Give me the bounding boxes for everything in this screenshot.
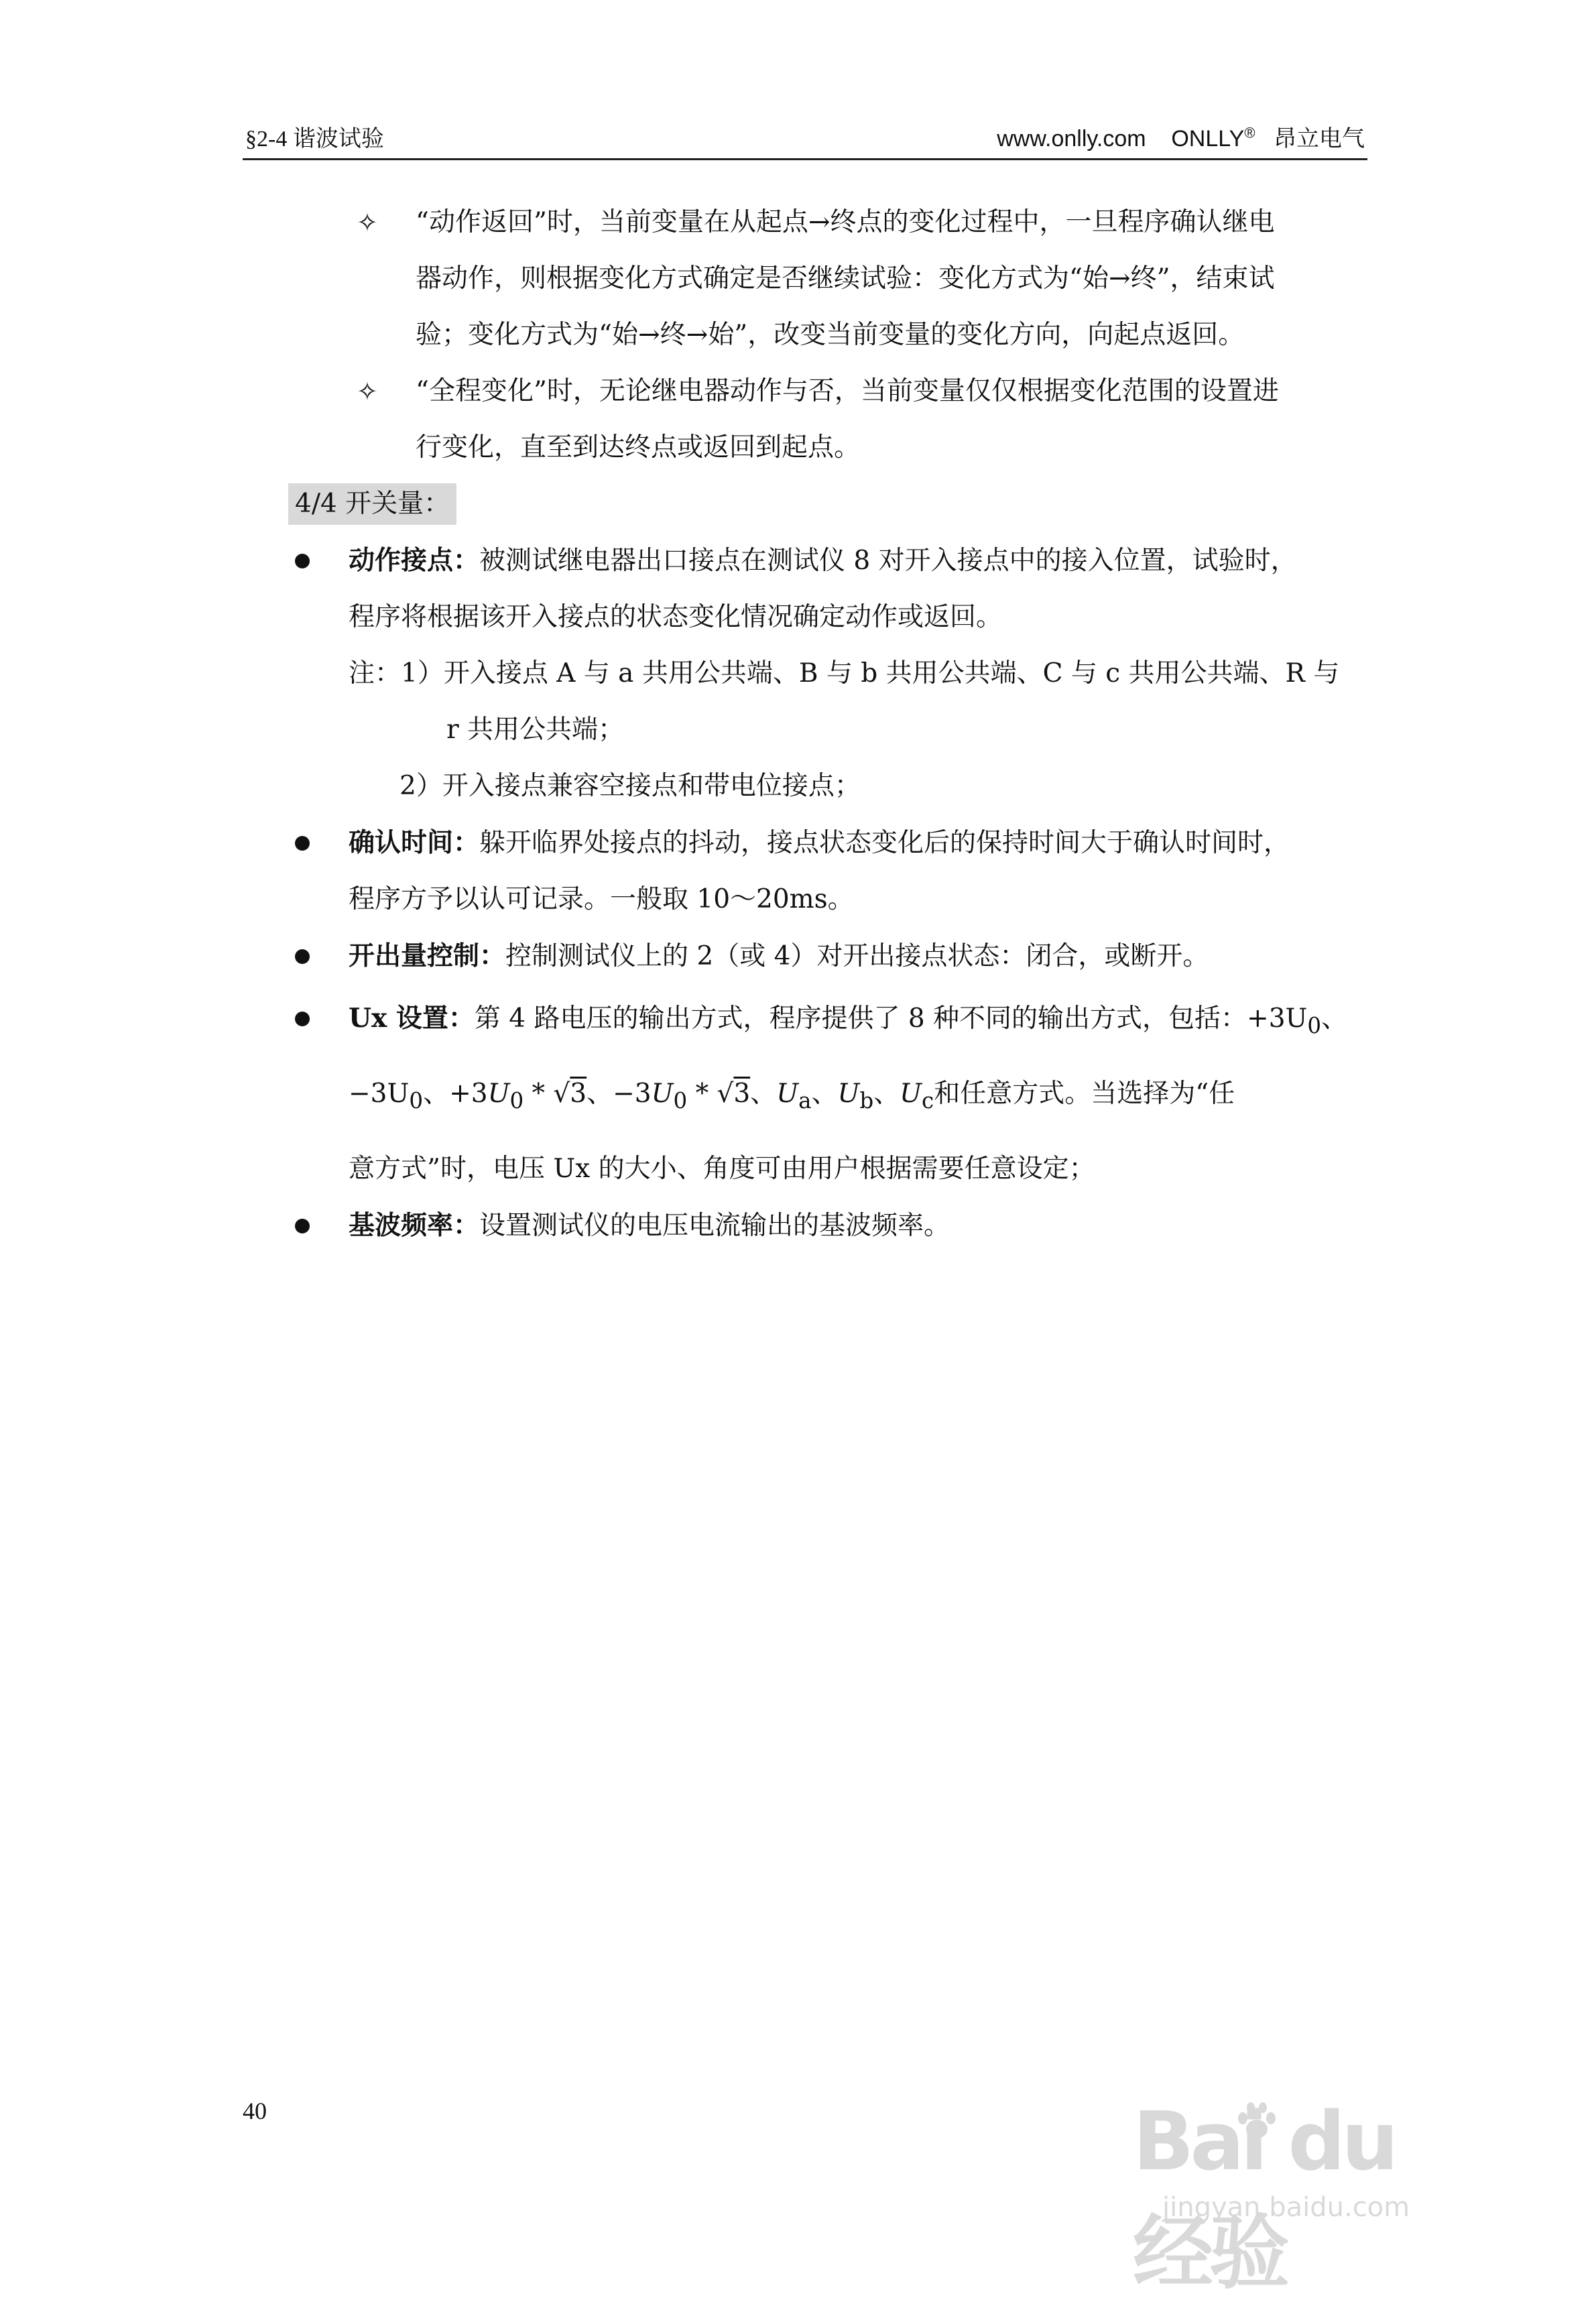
diamond-bullet-icon: ✧ bbox=[357, 377, 378, 406]
subscript: b bbox=[859, 1087, 874, 1113]
header-right bbox=[997, 120, 1365, 153]
text-line: 行变化，直至到达终点或返回到起点。 bbox=[416, 432, 861, 463]
registered-mark: ® bbox=[1244, 124, 1255, 141]
sqrt-radicand: 3 bbox=[570, 1078, 587, 1109]
text-line: 程序将根据该开入接点的状态变化情况确定动作或返回。 bbox=[349, 602, 1003, 632]
bullet-dot-icon bbox=[295, 836, 310, 851]
text-line: 和任意方式。当选择为“任 bbox=[934, 1078, 1235, 1109]
formula-term: −3U bbox=[349, 1078, 410, 1109]
text-line: 、 bbox=[1321, 1004, 1348, 1034]
formula-op: * √ bbox=[524, 1078, 570, 1109]
bullet-dot-icon bbox=[295, 949, 310, 964]
text-line: 控制测试仪上的 2（或 4）对开出接点状态：闭合，或断开。 bbox=[505, 941, 1209, 971]
text-line: 第 4 路电压的输出方式，程序提供了 8 种不同的输出方式，包括：+3U bbox=[474, 1004, 1308, 1034]
document-body bbox=[288, 194, 1369, 1254]
subscript: 0 bbox=[1307, 1012, 1322, 1038]
separator: 、 bbox=[811, 1078, 838, 1109]
term-label: 确认时间： bbox=[349, 827, 480, 858]
bullet-action-contact bbox=[282, 532, 1369, 646]
text-line: 躲开临界处接点的抖动，接点状态变化后的保持时间大于确认时间时， bbox=[479, 828, 1290, 858]
formula-line bbox=[349, 1054, 1369, 1141]
bullet-dot-icon bbox=[295, 1012, 310, 1026]
brand-name: ONLLY bbox=[1171, 126, 1245, 151]
formula-term: +3 bbox=[449, 1078, 488, 1109]
note-block bbox=[282, 646, 1369, 814]
separator: 、 bbox=[587, 1078, 613, 1109]
note-line: 注：1）开入接点 A 与 a 共用公共端、B 与 b 共用公共端、C 与 c 共用公共端、R 与 bbox=[349, 658, 1340, 688]
watermark-url: jingyan.baidu.com bbox=[1162, 2192, 1410, 2223]
text-line: 意方式”时，电压 Ux 的大小、角度可由用户根据需要任意设定； bbox=[349, 1153, 1095, 1184]
text-line: 器动作，则根据变化方式确定是否继续试验：变化方式为“始→终”，结束试 bbox=[416, 263, 1275, 294]
bullet-fundamental-frequency bbox=[282, 1197, 1369, 1254]
term-label: 基波频率： bbox=[349, 1209, 480, 1241]
text-line: 程序方予以认可记录。一般取 10～20ms。 bbox=[349, 884, 854, 914]
subscript: 0 bbox=[509, 1087, 524, 1113]
term-label: Ux 设置： bbox=[349, 1003, 475, 1034]
formula-var: U bbox=[837, 1078, 860, 1109]
formula-var: U bbox=[487, 1078, 510, 1109]
formula-var: U bbox=[651, 1078, 674, 1109]
term-label: 动作接点： bbox=[349, 545, 480, 576]
bullet-confirm-time bbox=[282, 814, 1369, 928]
company-name: 昂立电气 bbox=[1274, 125, 1365, 152]
note-line: r 共用公共端； bbox=[446, 715, 625, 745]
separator: 、 bbox=[873, 1078, 900, 1109]
diamond-bullet-icon: ✧ bbox=[357, 208, 378, 237]
list-item-full-range bbox=[288, 363, 1369, 476]
formula-var: U bbox=[776, 1078, 799, 1109]
note-line: 2）开入接点兼容空接点和带电位接点； bbox=[400, 771, 861, 801]
list-item-action-return bbox=[288, 194, 1369, 363]
term-label: 开出量控制： bbox=[349, 941, 506, 971]
subheading-switch: 4/4 开关量： bbox=[288, 483, 456, 525]
sqrt-radicand: 3 bbox=[733, 1078, 751, 1109]
bullet-output-control bbox=[282, 928, 1369, 985]
bullet-dot-icon bbox=[295, 1219, 310, 1233]
page-header bbox=[243, 113, 1367, 160]
text-line: 设置测试仪的电压电流输出的基波频率。 bbox=[479, 1210, 950, 1241]
baidu-watermark bbox=[1133, 2091, 1481, 2300]
text-line: “动作返回”时，当前变量在从起点→终点的变化过程中，一旦程序确认继电 bbox=[416, 207, 1275, 237]
bullet-dot-icon bbox=[295, 554, 310, 568]
bullet-ux-setting bbox=[282, 990, 1369, 1197]
text-line: “全程变化”时，无论继电器动作与否，当前变量仅仅根据变化范围的设置进 bbox=[416, 376, 1279, 406]
separator: 、 bbox=[750, 1078, 777, 1109]
subscript: a bbox=[798, 1087, 812, 1113]
subscript: 0 bbox=[673, 1087, 688, 1113]
watermark-brand: Bai du 经验 bbox=[1133, 2096, 1395, 2300]
formula-term: −3 bbox=[613, 1078, 652, 1109]
page-number: 40 bbox=[243, 2098, 267, 2124]
website-link[interactable]: www.onlly.com bbox=[997, 126, 1146, 151]
formula-var: U bbox=[900, 1078, 922, 1109]
text-line: 验；变化方式为“始→终→始”，改变当前变量的变化方向，向起点返回。 bbox=[416, 320, 1245, 350]
subscript: c bbox=[922, 1087, 934, 1113]
text-line: 被测试继电器出口接点在测试仪 8 对开入接点中的接入位置，试验时， bbox=[479, 546, 1297, 576]
section-title: §2-4 谐波试验 bbox=[245, 127, 384, 151]
paw-icon bbox=[1233, 2098, 1280, 2145]
formula-op: * √ bbox=[687, 1078, 734, 1109]
subheading-wrapper bbox=[288, 476, 1369, 532]
subscript: 0 bbox=[409, 1087, 424, 1113]
separator: 、 bbox=[423, 1078, 450, 1109]
